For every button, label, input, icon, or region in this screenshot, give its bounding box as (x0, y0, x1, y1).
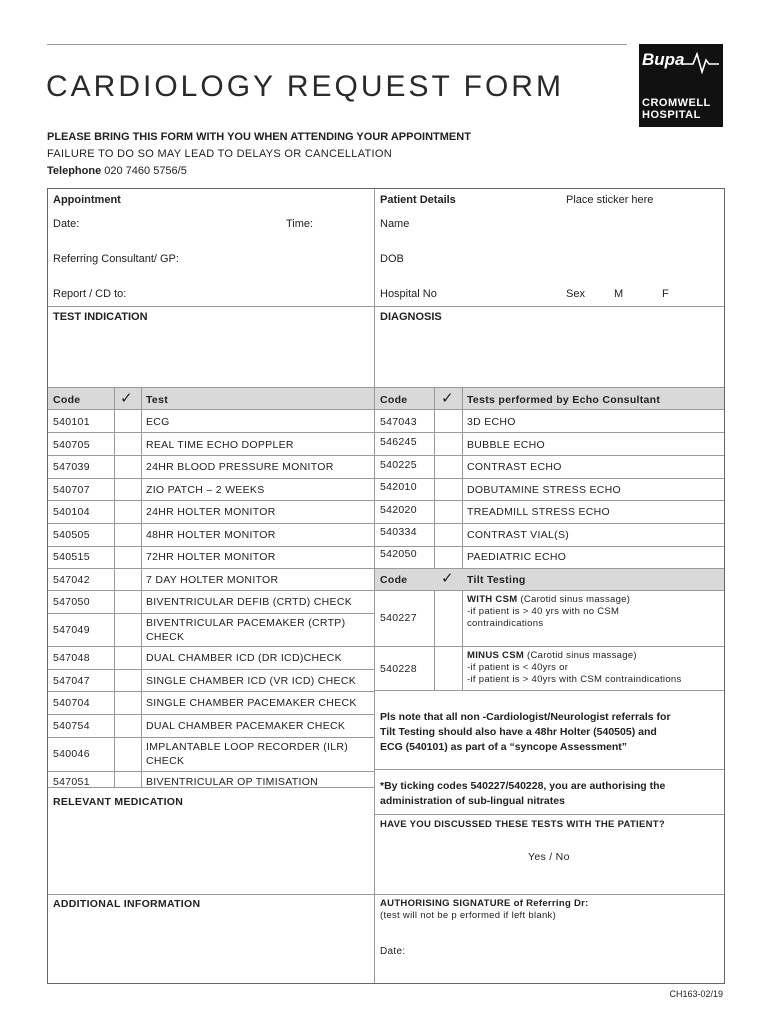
echo-row-code: 546245 (380, 436, 417, 448)
discussed-yes-no[interactable]: Yes / No (528, 851, 570, 863)
divider (48, 894, 724, 895)
logo-line1: CROMWELL (642, 97, 711, 109)
tilt-col-code: Code (380, 574, 408, 586)
row-code: 547048 (53, 652, 90, 664)
tilt-row1-l2: -if patient is > 40 yrs with no CSM (467, 606, 620, 617)
logo-hospital-name (642, 97, 711, 121)
row-code: 540101 (53, 416, 90, 428)
logo-line2: HOSPITAL (642, 109, 701, 121)
row-test: 24HR HOLTER MONITOR (146, 506, 276, 518)
echo-col-divider (462, 387, 463, 597)
dob-field[interactable]: DOB (380, 253, 404, 265)
row-line (48, 771, 374, 772)
tilt-col-divider (462, 590, 463, 690)
row-test: IMPLANTABLE LOOP RECORDER (ILR) (146, 741, 349, 753)
syncope-note-line1: Pls note that all non -Cardiologist/Neurologist referrals for (380, 711, 671, 723)
tilt-row2-bold: MINUS CSM (467, 650, 525, 661)
date-field[interactable]: Date: (53, 218, 80, 230)
row-code: 547049 (53, 624, 90, 636)
additional-information-heading: ADDITIONAL INFORMATION (53, 898, 201, 910)
row-code: 540704 (53, 697, 90, 709)
relevant-medication-heading: RELEVANT MEDICATION (53, 796, 184, 808)
report-cd-field[interactable]: Report / CD to: (53, 288, 127, 300)
appointment-heading: Appointment (53, 194, 121, 206)
row-test: BIVENTRICULAR OP TIMISATION (146, 776, 319, 788)
tilt-row2-code: 540228 (380, 663, 417, 675)
intro-warning: FAILURE TO DO SO MAY LEAD TO DELAYS OR CANCELLATION (47, 148, 392, 160)
referring-consultant-field[interactable]: Referring Consultant/ GP: (53, 253, 179, 265)
echo-row-test: 3D ECHO (467, 416, 516, 428)
sex-label: Sex (566, 288, 585, 300)
tilt-row1-bold: WITH CSM (467, 594, 518, 605)
divider (48, 306, 724, 307)
row-code: 540707 (53, 484, 90, 496)
row-test-line2: CHECK (146, 631, 185, 643)
row-line (375, 646, 724, 647)
row-test: DUAL CHAMBER ICD (DR ICD)CHECK (146, 652, 342, 664)
echo-col-code: Code (380, 394, 408, 406)
row-line (48, 455, 374, 456)
row-code: 547047 (53, 675, 90, 687)
row-test: 72HR HOLTER MONITOR (146, 551, 276, 563)
divider (48, 409, 724, 410)
row-line (375, 455, 724, 456)
syncope-note-line2: Tilt Testing should also have a 48hr Holter (540505) and (380, 726, 657, 738)
echo-row-code: 542050 (380, 548, 417, 560)
echo-col-check: ✓ (441, 390, 454, 407)
row-test: ECG (146, 416, 170, 428)
tilt-row1-l1: (Carotid sinus massage) (520, 594, 631, 605)
telephone-label: Telephone (47, 165, 102, 177)
row-line (375, 568, 724, 569)
echo-row-test: TREADMILL STRESS ECHO (467, 506, 611, 518)
row-line (48, 432, 374, 433)
row-line (375, 546, 724, 547)
diagnosis-heading: DIAGNOSIS (380, 311, 442, 323)
discussed-question: HAVE YOU DISCUSSED THESE TESTS WITH THE PATIENT? (380, 819, 665, 830)
row-line (375, 478, 724, 479)
tilt-row1-l3: contraindications (467, 618, 544, 629)
row-code: 547039 (53, 461, 90, 473)
nitrates-note-line2: administration of sub-lingual nitrates (380, 795, 565, 807)
name-field[interactable]: Name (380, 218, 410, 230)
logo-brand: Bupa (642, 50, 685, 69)
tilt-row1-desc (467, 594, 630, 605)
echo-row-test: CONTRAST VIAL(S) (467, 529, 570, 541)
signature-heading: AUTHORISING SIGNATURE of Referring Dr: (380, 898, 589, 909)
row-line (48, 500, 374, 501)
row-code: 540046 (53, 748, 90, 760)
row-line (375, 432, 724, 433)
echo-row-code: 547043 (380, 416, 417, 428)
syncope-note-line3: ECG (540101) as part of a “syncope Assessment” (380, 741, 628, 753)
row-test-line2: CHECK (146, 755, 185, 767)
row-line (48, 737, 374, 738)
row-line (48, 590, 374, 591)
bupa-cromwell-logo (639, 44, 723, 127)
tilt-row1-code: 540227 (380, 612, 417, 624)
left-col-divider (114, 387, 115, 787)
row-line (48, 691, 374, 692)
echo-col-divider (434, 387, 435, 597)
row-line (375, 523, 724, 524)
echo-row-code: 540225 (380, 459, 417, 471)
tilt-row2-l1: (Carotid sinus massage) (527, 650, 637, 661)
row-line (48, 568, 374, 569)
row-code: 540505 (53, 529, 90, 541)
tilt-col-divider (434, 590, 435, 690)
echo-row-test: PAEDIATRIC ECHO (467, 551, 567, 563)
intro-instruction: PLEASE BRING THIS FORM WITH YOU WHEN ATTENDING YOUR APPOINTMENT (47, 131, 471, 143)
row-line (375, 814, 724, 815)
divider (48, 387, 724, 388)
left-col-check: ✓ (120, 390, 133, 407)
row-line (375, 500, 724, 501)
left-col-test: Test (146, 394, 169, 406)
patient-details-heading: Patient Details (380, 194, 456, 206)
row-line (48, 714, 374, 715)
form-reference: CH163-02/19 (669, 989, 723, 999)
left-col-divider (141, 387, 142, 787)
tilt-row2-l3: -if patient is > 40yrs with CSM contraindications (467, 674, 682, 685)
row-line (375, 769, 724, 770)
row-test: ZIO PATCH – 2 WEEKS (146, 484, 265, 496)
test-indication-heading: TEST INDICATION (53, 311, 148, 323)
time-field[interactable]: Time: (286, 218, 314, 230)
signature-note: (test will not be p erformed if left blank) (380, 910, 557, 921)
sex-m-option[interactable]: M (614, 288, 624, 300)
tilt-table-header (375, 568, 724, 590)
row-line (48, 546, 374, 547)
tilt-col-test: Tilt Testing (467, 574, 526, 586)
row-code: 540104 (53, 506, 90, 518)
echo-col-test: Tests performed by Echo Consultant (467, 394, 661, 406)
telephone-number: 020 7460 5756/5 (104, 165, 187, 177)
echo-row-code: 542010 (380, 481, 417, 493)
intro-telephone (47, 165, 187, 177)
row-line (375, 690, 724, 691)
echo-row-code: 540334 (380, 526, 417, 538)
row-line (48, 523, 374, 524)
nitrates-note-line1: *By ticking codes 540227/540228, you are authorising the (380, 780, 666, 792)
tilt-col-check: ✓ (441, 570, 454, 587)
request-form (47, 188, 725, 984)
sex-f-option[interactable]: F (662, 288, 669, 300)
page-title: CARDIOLOGY REQUEST FORM (46, 70, 564, 103)
tilt-row2-l2: -if patient is < 40yrs or (467, 662, 569, 673)
row-test: 7 DAY HOLTER MONITOR (146, 574, 279, 586)
row-code: 547051 (53, 776, 90, 788)
row-code: 547042 (53, 574, 90, 586)
row-code: 540754 (53, 720, 90, 732)
row-test: SINGLE CHAMBER PACEMAKER CHECK (146, 697, 357, 709)
row-code: 547050 (53, 596, 90, 608)
tilt-row2-desc (467, 650, 637, 661)
left-table-header (48, 387, 374, 409)
row-test: REAL TIME ECHO DOPPLER (146, 439, 294, 451)
echo-row-test: BUBBLE ECHO (467, 439, 545, 451)
row-test: 24HR BLOOD PRESSURE MONITOR (146, 461, 334, 473)
hospital-no-field[interactable]: Hospital No (380, 288, 437, 300)
row-line (48, 646, 374, 647)
row-test: BIVENTRICULAR PACEMAKER (CRTP) (146, 617, 346, 629)
echo-row-test: DOBUTAMINE STRESS ECHO (467, 484, 622, 496)
row-line (48, 669, 374, 670)
row-line (48, 613, 374, 614)
echo-row-test: CONTRAST ECHO (467, 461, 562, 473)
echo-row-code: 542020 (380, 504, 417, 516)
row-test: BIVENTRICULAR DEFIB (CRTD) CHECK (146, 596, 353, 608)
left-col-code: Code (53, 394, 81, 406)
top-rule (47, 44, 627, 45)
row-code: 540515 (53, 551, 90, 563)
row-test: SINGLE CHAMBER ICD (VR ICD) CHECK (146, 675, 357, 687)
sticker-placeholder: Place sticker here (566, 194, 654, 206)
row-line (375, 590, 724, 591)
signature-date-field[interactable]: Date: (380, 946, 406, 957)
row-test: DUAL CHAMBER PACEMAKER CHECK (146, 720, 346, 732)
heartbeat-icon (683, 52, 719, 74)
row-test: 48HR HOLTER MONITOR (146, 529, 276, 541)
row-line (48, 478, 374, 479)
row-code: 540705 (53, 439, 90, 451)
